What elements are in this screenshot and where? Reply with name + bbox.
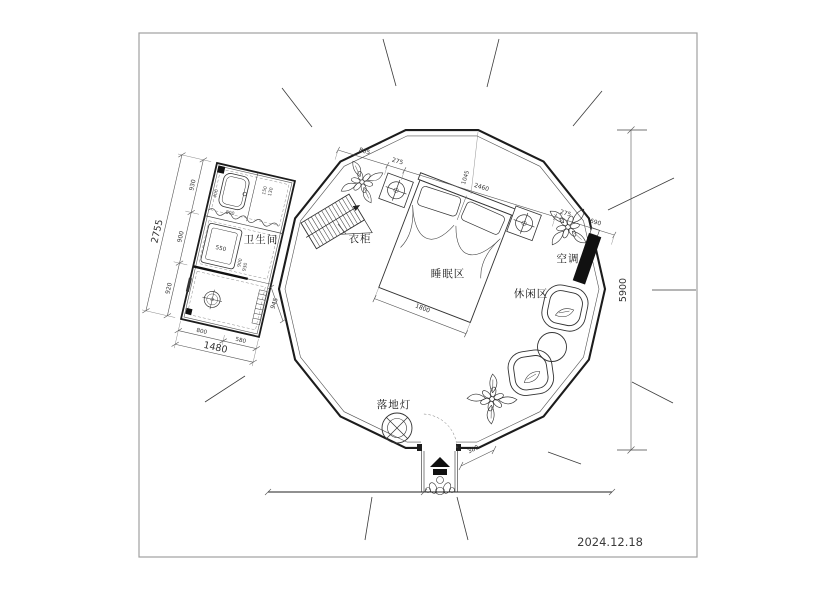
dim-annex-overall-2755: 2755 — [149, 218, 166, 245]
dim-5900: 5900 — [618, 277, 629, 303]
date-stamp: 2024.12.18 — [577, 535, 643, 549]
leisure-area-label: 休闲区 — [513, 288, 549, 300]
dim-shower-width: 550 — [214, 244, 227, 254]
door-jamb-left — [417, 444, 422, 451]
wardrobe-label: 衣柜 — [348, 233, 372, 245]
armchair-bottom — [506, 348, 556, 398]
dim-counter-b: 130 — [267, 187, 275, 197]
wardrobe-unit — [298, 192, 375, 263]
dim-sink-width: 400 — [213, 188, 221, 199]
dim-top-690: 690 — [588, 217, 602, 228]
ground-line — [265, 489, 615, 495]
sink-fixture — [215, 166, 257, 221]
dim-annex-580: 580 — [234, 336, 247, 345]
overall-height-dim — [617, 127, 647, 454]
bathroom-label: 卫生间 — [243, 234, 279, 246]
dim-counter-depth: 800 — [225, 210, 235, 218]
dim-mid-b: 930 — [242, 262, 250, 272]
floor-lamp-label: 落地灯 — [376, 399, 412, 411]
dim-counter-a: 150 — [262, 185, 269, 196]
entrance-arrow-icon — [430, 457, 450, 475]
dim-top-275a: 275 — [390, 156, 404, 167]
floor-lamp-icon — [382, 413, 412, 443]
column-block-bottom — [185, 308, 192, 315]
floor-drain-icon — [200, 287, 224, 311]
column-block-top — [217, 165, 225, 173]
dim-annex-overall-1480: 1480 — [202, 339, 229, 356]
ac-label: 空调 — [556, 253, 580, 265]
dim-top-275b: 275 — [558, 208, 572, 219]
sleeping-area-label: 睡眠区 — [430, 268, 466, 280]
dim-top-805: 805 — [357, 146, 371, 157]
dim-annex-900: 900 — [176, 230, 186, 244]
dim-annex-930: 930 — [188, 178, 198, 192]
dim-top-2460: 2460 — [473, 181, 490, 194]
dim-1800: 1800 — [414, 302, 431, 315]
dim-mid-a: 900 — [237, 258, 245, 268]
dim-380: 380 — [466, 443, 481, 456]
dim-annex-800: 800 — [195, 327, 208, 336]
plant-icon — [464, 371, 519, 426]
bathroom-annex — [127, 149, 298, 367]
nightstand-left — [379, 173, 414, 208]
dim-annex-920: 920 — [164, 282, 174, 295]
counter-break-line — [208, 208, 279, 229]
bathroom-door-leaf — [186, 278, 192, 292]
entrance-opening — [421, 441, 457, 452]
dim-top-offset-1045: 1045 — [461, 170, 471, 186]
dim-945: 945 — [269, 296, 280, 311]
